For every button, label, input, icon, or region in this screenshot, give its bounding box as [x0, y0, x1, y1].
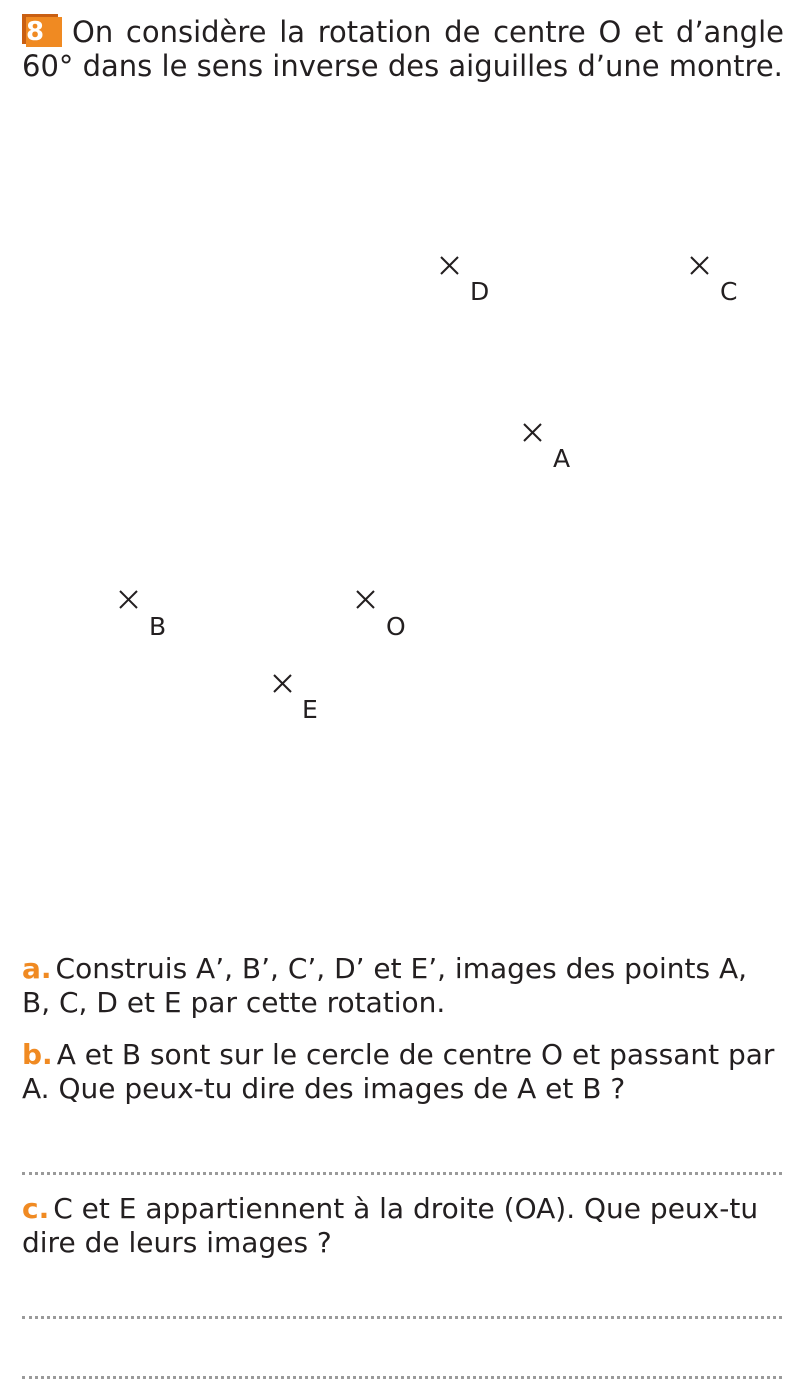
exercise-number: 8: [26, 17, 62, 47]
question-a-letter: a.: [22, 952, 52, 985]
answer-line-b[interactable]: [22, 1172, 782, 1175]
answer-line-c-1[interactable]: [22, 1316, 782, 1319]
exercise-statement-text: On considère la rotation de centre O et d’angle 60° dans le sens inverse des aiguilles d’une montre.: [22, 15, 784, 83]
question-b: [22, 1038, 784, 1106]
question-b-text: A et B sont sur le cercle de centre O et passant par A. Que peux-tu dire des images de A et B ?: [22, 1038, 775, 1105]
question-a: [22, 952, 784, 1020]
point-e-label: E: [302, 695, 318, 724]
question-a-text: Construis A’, B’, C’, D’ et E’, images des points A, B, C, D et E par cette rotation.: [22, 952, 748, 1019]
point-e: [274, 675, 318, 724]
point-c: [691, 257, 737, 306]
question-c-text: C et E appartiennent à la droite (OA). Que peux-tu dire de leurs images ?: [22, 1192, 759, 1259]
point-a-label: A: [553, 444, 571, 473]
question-b-letter: b.: [22, 1038, 53, 1071]
point-o: [357, 591, 406, 641]
point-d: [441, 257, 489, 306]
point-c-label: C: [720, 277, 738, 306]
point-o-label: O: [386, 612, 406, 641]
point-a: [524, 424, 570, 473]
answer-line-c-2[interactable]: [22, 1376, 782, 1379]
question-c: [22, 1192, 784, 1260]
point-b: [120, 591, 166, 641]
point-d-label: D: [470, 277, 490, 306]
point-b-label: B: [149, 612, 167, 641]
question-c-letter: c.: [22, 1192, 50, 1225]
